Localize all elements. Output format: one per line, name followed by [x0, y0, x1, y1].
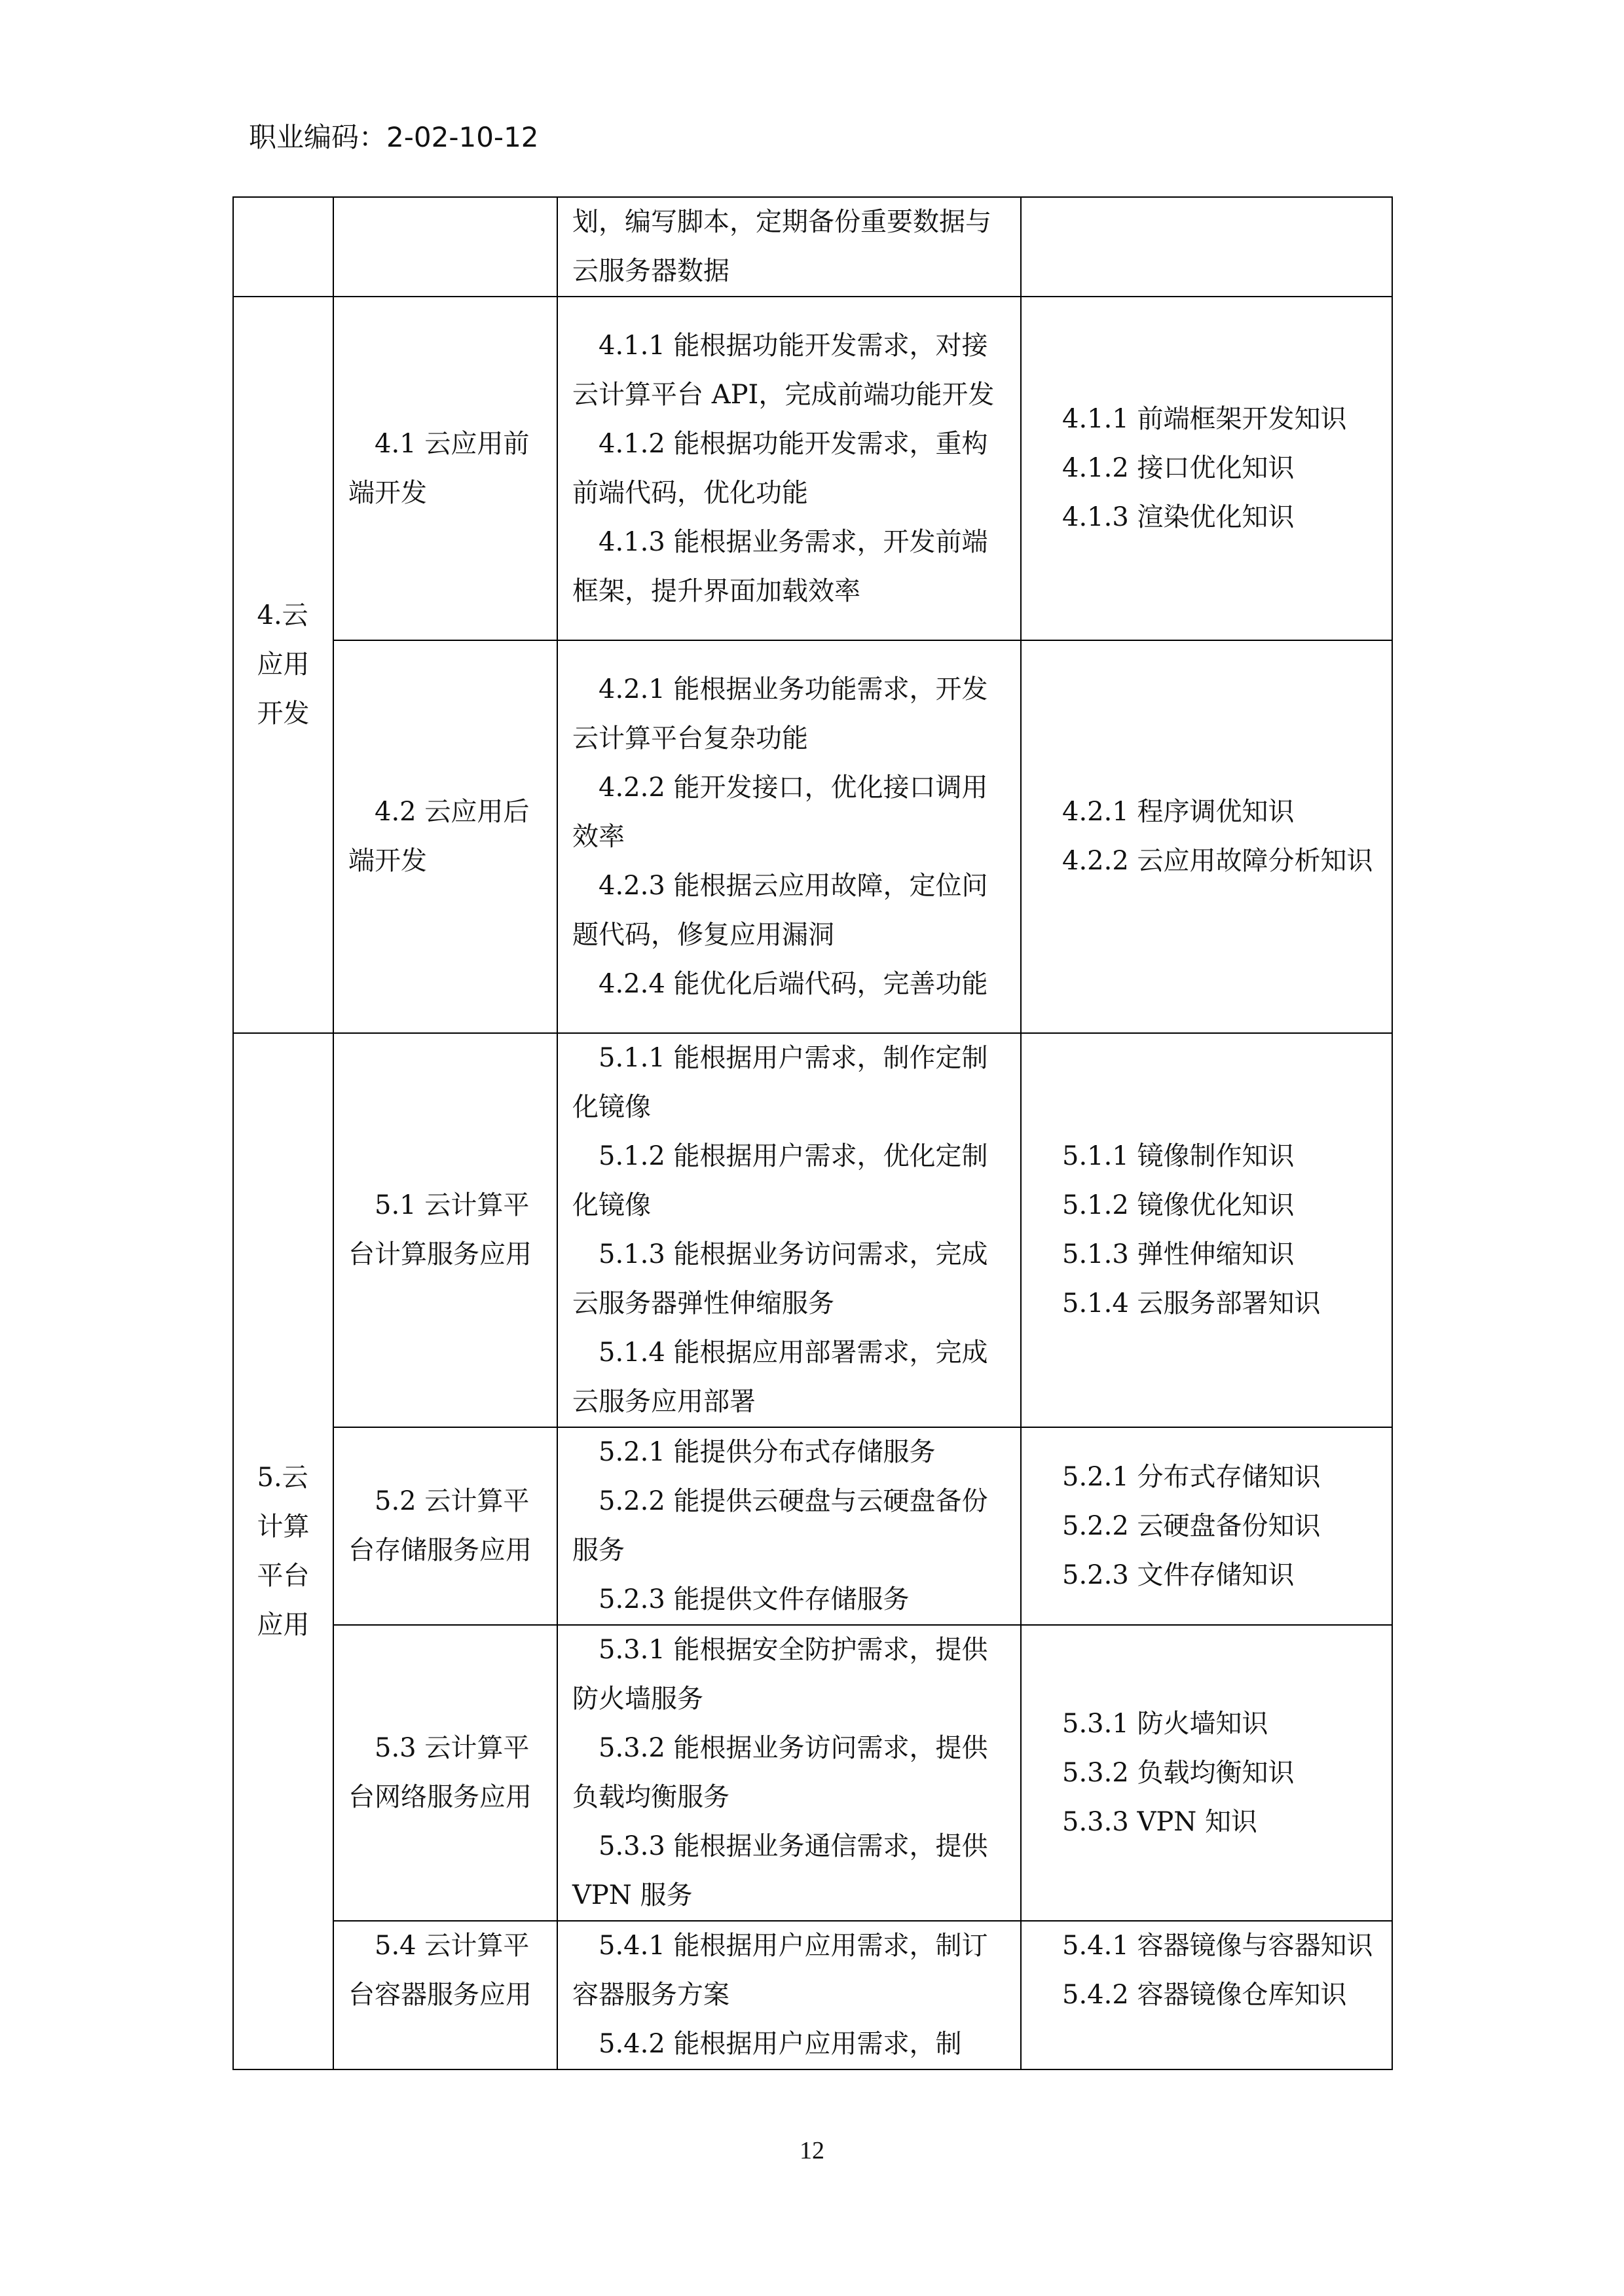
skill-cell [557, 1625, 1021, 1921]
knowledge-cell [1021, 640, 1392, 1033]
skill-requirements-table [232, 196, 1393, 2070]
skill-item: 4.2.1 能根据业务功能需求，开发云计算平台复杂功能 [572, 674, 988, 754]
knowledge-cell [1021, 1427, 1392, 1625]
occupation-code-value: 2-02-10-12 [386, 121, 539, 153]
work-content-name: 4.2 云应用后端开发 [348, 797, 530, 876]
work-content-cell [333, 1921, 557, 2069]
skill-item: 5.1.3 能根据业务访问需求，完成云服务器弹性伸缩服务 [572, 1239, 988, 1319]
skill-item: 5.2.2 能提供云硬盘与云硬盘备份服务 [572, 1486, 988, 1565]
work-content-name: 5.2 云计算平台存储服务应用 [348, 1486, 532, 1565]
skill-cell [557, 1427, 1021, 1625]
skill-text: 划，编写脚本，定期备份重要数据与云服务器数据 [572, 207, 991, 286]
knowledge-cell [1021, 1033, 1392, 1427]
knowledge-item: 5.3.2 负载均衡知识 [1062, 1757, 1295, 1788]
skill-item: 5.1.4 能根据应用部署需求，完成云服务应用部署 [572, 1338, 988, 1417]
table-row [233, 1033, 1392, 1427]
table-row [233, 1921, 1392, 2069]
skill-cell [557, 297, 1021, 640]
knowledge-item: 5.4.1 容器镜像与容器知识 [1062, 1931, 1373, 1961]
work-content-cell [333, 197, 557, 297]
knowledge-item: 5.3.3 VPN 知识 [1062, 1806, 1258, 1837]
table-row [233, 1625, 1392, 1921]
skill-item: 4.2.4 能优化后端代码，完善功能 [599, 968, 988, 999]
work-content-cell [333, 1033, 557, 1427]
skill-cell [557, 1921, 1021, 2069]
work-content-name: 5.3 云计算平台网络服务应用 [348, 1733, 532, 1812]
knowledge-item: 5.1.1 镜像制作知识 [1062, 1141, 1295, 1171]
table-row [233, 640, 1392, 1033]
knowledge-cell [1021, 297, 1392, 640]
table-row [233, 297, 1392, 640]
skill-item: 4.2.3 能根据云应用故障，定位问题代码，修复应用漏洞 [572, 870, 988, 950]
skill-item: 5.2.3 能提供文件存储服务 [599, 1584, 910, 1614]
function-label-line: 5.云 [257, 1462, 308, 1493]
function-label-line: 4.云 [257, 600, 308, 630]
skill-item: 5.1.1 能根据用户需求，制作定制化镜像 [572, 1043, 988, 1122]
knowledge-item: 5.1.4 云服务部署知识 [1062, 1288, 1321, 1319]
skill-item: 4.1.2 能根据功能开发需求，重构前端代码，优化功能 [572, 428, 988, 508]
knowledge-item: 4.2.2 云应用故障分析知识 [1062, 846, 1373, 876]
function-label-line: 应用 [257, 1609, 310, 1640]
function-label-line: 平台 [257, 1560, 310, 1591]
knowledge-item: 4.1.3 渲染优化知识 [1062, 502, 1295, 532]
skill-item: 5.4.2 能根据用户应用需求，制 [599, 2029, 962, 2059]
skill-item: 4.1.1 能根据功能开发需求，对接云计算平台 API，完成前端功能开发 [572, 330, 995, 410]
knowledge-item: 4.1.2 接口优化知识 [1062, 453, 1295, 483]
knowledge-cell [1021, 1921, 1392, 2069]
skill-item: 5.2.1 能提供分布式存储服务 [599, 1437, 936, 1467]
skill-item: 5.4.1 能根据用户应用需求，制订容器服务方案 [572, 1931, 988, 2010]
function-label-line: 开发 [257, 699, 310, 729]
function-cell [233, 297, 333, 1033]
skill-item: 4.2.2 能开发接口，优化接口调用效率 [572, 772, 988, 852]
knowledge-cell [1021, 1625, 1392, 1921]
knowledge-item: 4.2.1 程序调优知识 [1062, 797, 1295, 827]
work-content-name: 4.1 云应用前端开发 [348, 428, 530, 508]
occupation-code [249, 118, 539, 157]
work-content-name: 5.4 云计算平台容器服务应用 [348, 1931, 532, 2010]
work-content-cell [333, 640, 557, 1033]
knowledge-item: 5.2.1 分布式存储知识 [1062, 1461, 1321, 1492]
knowledge-item: 4.1.1 前端框架开发知识 [1062, 404, 1347, 434]
knowledge-item: 5.1.2 镜像优化知识 [1062, 1190, 1295, 1220]
function-label-line: 计算 [257, 1511, 310, 1542]
page-number: 12 [800, 2137, 824, 2164]
table-row [233, 197, 1392, 297]
knowledge-cell [1021, 197, 1392, 297]
skill-cell [557, 640, 1021, 1033]
function-label-line: 应用 [257, 649, 310, 680]
skill-item: 5.1.2 能根据用户需求，优化定制化镜像 [572, 1141, 988, 1220]
work-content-cell [333, 1427, 557, 1625]
table-row [233, 1427, 1392, 1625]
function-cell [233, 1033, 333, 2069]
knowledge-item: 5.1.3 弹性伸缩知识 [1062, 1239, 1295, 1269]
knowledge-item: 5.4.2 容器镜像仓库知识 [1062, 1980, 1347, 2010]
skill-item: 5.3.3 能根据业务通信需求，提供 VPN 服务 [572, 1831, 988, 1910]
skill-cell [557, 1033, 1021, 1427]
work-content-cell [333, 297, 557, 640]
occupation-code-label: 职业编码： [249, 121, 387, 153]
knowledge-item: 5.3.1 防火墙知识 [1062, 1708, 1268, 1739]
knowledge-item: 5.2.2 云硬盘备份知识 [1062, 1510, 1321, 1541]
function-cell [233, 197, 333, 297]
skill-item: 4.1.3 能根据业务需求，开发前端框架，提升界面加载效率 [572, 526, 988, 606]
work-content-cell [333, 1625, 557, 1921]
skill-item: 5.3.2 能根据业务访问需求，提供负载均衡服务 [572, 1733, 988, 1812]
work-content-name: 5.1 云计算平台计算服务应用 [348, 1190, 532, 1269]
skill-item: 5.3.1 能根据安全防护需求，提供防火墙服务 [572, 1635, 988, 1714]
knowledge-item: 5.2.3 文件存储知识 [1062, 1559, 1295, 1590]
skill-cell [557, 197, 1021, 297]
